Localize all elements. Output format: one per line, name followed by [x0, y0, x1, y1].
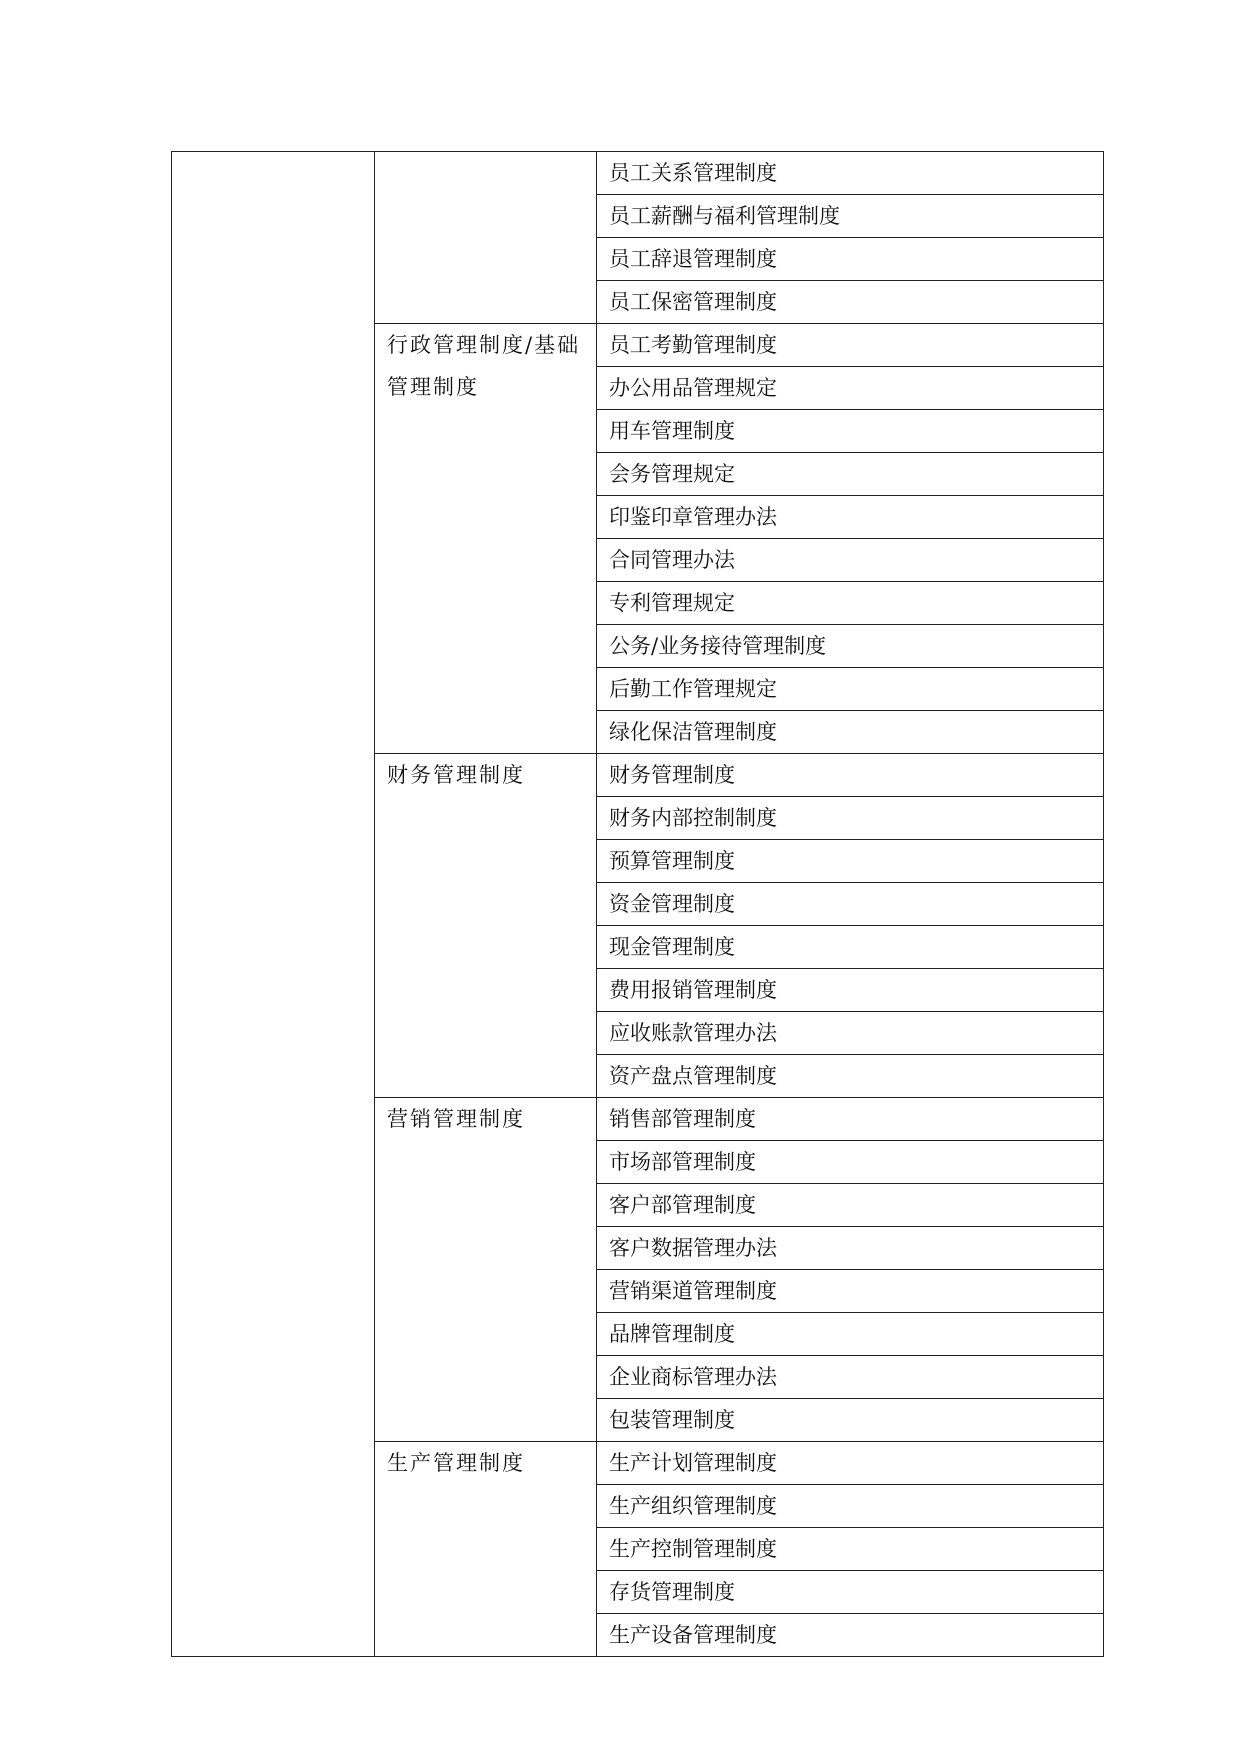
regulation-item-cell: 费用报销管理制度 — [597, 969, 1104, 1012]
regulations-table — [171, 151, 1104, 1657]
regulation-item-cell: 生产设备管理制度 — [597, 1614, 1104, 1657]
regulation-item-cell: 员工薪酬与福利管理制度 — [597, 195, 1104, 238]
regulation-item-cell: 印鉴印章管理办法 — [597, 496, 1104, 539]
regulation-item-cell: 绿化保洁管理制度 — [597, 711, 1104, 754]
regulation-item-cell: 员工关系管理制度 — [597, 152, 1104, 195]
regulation-item-cell: 员工考勤管理制度 — [597, 324, 1104, 367]
regulation-item-cell: 用车管理制度 — [597, 410, 1104, 453]
regulation-item-cell: 专利管理规定 — [597, 582, 1104, 625]
regulation-item-cell: 客户数据管理办法 — [597, 1227, 1104, 1270]
regulation-item-cell: 财务内部控制制度 — [597, 797, 1104, 840]
category-cell — [375, 152, 597, 324]
regulation-item-cell: 员工保密管理制度 — [597, 281, 1104, 324]
regulation-item-cell: 会务管理规定 — [597, 453, 1104, 496]
regulation-item-cell: 销售部管理制度 — [597, 1098, 1104, 1141]
category-cell: 营销管理制度 — [375, 1098, 597, 1442]
category-cell: 生产管理制度 — [375, 1442, 597, 1657]
regulation-item-cell: 生产计划管理制度 — [597, 1442, 1104, 1485]
regulation-item-cell: 后勤工作管理规定 — [597, 668, 1104, 711]
category-cell: 财务管理制度 — [375, 754, 597, 1098]
regulation-item-cell: 公务/业务接待管理制度 — [597, 625, 1104, 668]
table-row — [172, 152, 1104, 195]
regulation-item-cell: 客户部管理制度 — [597, 1184, 1104, 1227]
regulation-item-cell: 存货管理制度 — [597, 1571, 1104, 1614]
regulation-item-cell: 生产组织管理制度 — [597, 1485, 1104, 1528]
regulation-item-cell: 生产控制管理制度 — [597, 1528, 1104, 1571]
regulation-item-cell: 合同管理办法 — [597, 539, 1104, 582]
regulation-item-cell: 员工辞退管理制度 — [597, 238, 1104, 281]
regulation-item-cell: 现金管理制度 — [597, 926, 1104, 969]
regulation-item-cell: 财务管理制度 — [597, 754, 1104, 797]
regulation-item-cell: 应收账款管理办法 — [597, 1012, 1104, 1055]
regulation-item-cell: 企业商标管理办法 — [597, 1356, 1104, 1399]
regulation-item-cell: 资产盘点管理制度 — [597, 1055, 1104, 1098]
regulation-item-cell: 资金管理制度 — [597, 883, 1104, 926]
regulation-item-cell: 市场部管理制度 — [597, 1141, 1104, 1184]
category-cell: 行政管理制度/基础管理制度 — [375, 324, 597, 754]
regulation-item-cell: 预算管理制度 — [597, 840, 1104, 883]
regulation-item-cell: 营销渠道管理制度 — [597, 1270, 1104, 1313]
top-level-category-cell — [172, 152, 375, 1657]
regulation-item-cell: 办公用品管理规定 — [597, 367, 1104, 410]
regulation-item-cell: 品牌管理制度 — [597, 1313, 1104, 1356]
regulation-item-cell: 包装管理制度 — [597, 1399, 1104, 1442]
table-body — [172, 152, 1104, 1657]
